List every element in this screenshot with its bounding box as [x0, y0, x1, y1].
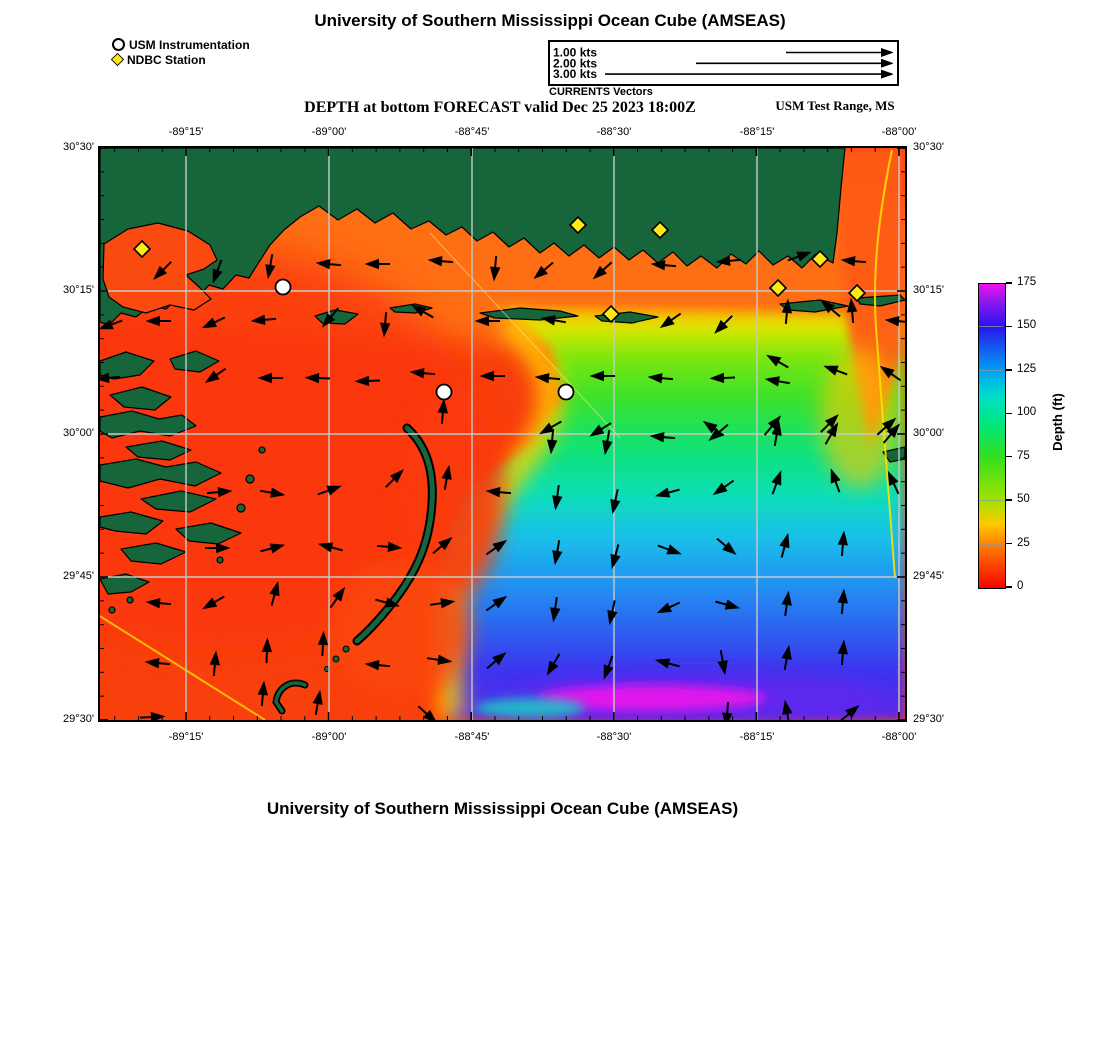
colorbar-tick [1006, 369, 1012, 371]
x-tick-label-bottom: -89°00' [311, 731, 347, 743]
y-tick-label-left: 30°00' [63, 427, 94, 439]
colorbar-gridline [979, 413, 1003, 414]
usm-station-marker [437, 385, 452, 400]
colorbar-tick [1006, 413, 1012, 415]
colorbar-tick-label: 75 [1017, 449, 1030, 462]
colorbar-tick [1006, 543, 1012, 545]
page-title-bottom: University of Southern Mississippi Ocean Cube (AMSEAS) [266, 799, 739, 818]
y-tick-label-left: 30°30' [63, 141, 94, 153]
y-tick-label-right: 30°15' [913, 284, 944, 296]
x-tick-label-bottom: -88°00' [881, 731, 917, 743]
x-tick-label-top: -88°30' [596, 126, 632, 138]
colorbar-gridline [979, 457, 1003, 458]
currents-scale-label: 3.00 kts [553, 67, 598, 82]
colorbar-gridline [979, 500, 1003, 501]
forecast-subtitle: DEPTH at bottom FORECAST valid Dec 25 2023 18:00Z [304, 99, 696, 116]
x-tick-label-top: -89°15' [168, 126, 204, 138]
page-title-top: University of Southern Mississippi Ocean Cube (AMSEAS) [314, 11, 786, 30]
region-label: USM Test Range, MS [775, 98, 895, 113]
currents-vector-scale [550, 42, 893, 84]
ndbc-diamond-icon [111, 53, 124, 66]
map-plot-area [98, 146, 907, 722]
colorbar-tick-label: 25 [1017, 536, 1030, 549]
colorbar-tick [1006, 282, 1012, 284]
usm-station-marker [559, 385, 574, 400]
x-tick-label-top: -88°00' [881, 126, 917, 138]
colorbar-tick-label: 0 [1017, 580, 1024, 592]
y-tick-label-right: 29°30' [913, 713, 944, 725]
currents-scale-label: 2.00 kts [553, 56, 598, 71]
colorbar-tick [1006, 456, 1012, 458]
colorbar-tick-label: 100 [1017, 406, 1037, 419]
colorbar-gridline [979, 326, 1003, 327]
colorbar-tick-label: 175 [1017, 276, 1037, 288]
x-tick-label-top: -88°45' [454, 126, 490, 138]
y-tick-label-right: 30°00' [913, 427, 944, 439]
y-tick-label-left: 29°30' [63, 713, 94, 725]
y-tick-label-right: 30°30' [913, 141, 944, 153]
colorbar-tick-label: 150 [1017, 319, 1037, 332]
x-tick-label-top: -89°00' [311, 126, 347, 138]
usm-station-marker [276, 280, 291, 295]
legend-ndbc-label: NDBC Station [127, 52, 206, 67]
colorbar-title: Depth (ft) [1050, 393, 1065, 451]
currents-scale-label: 1.00 kts [553, 45, 598, 60]
colorbar-tick [1006, 586, 1012, 588]
x-tick-label-bottom: -88°15' [739, 731, 775, 743]
x-tick-label-top: -88°15' [739, 126, 775, 138]
x-tick-label-bottom: -89°15' [168, 731, 204, 743]
colorbar-tick [1006, 326, 1012, 328]
x-tick-label-bottom: -88°30' [596, 731, 632, 743]
colorbar-gridline [979, 544, 1003, 545]
legend-usm-label: USM Instrumentation [129, 37, 250, 52]
legend-row-ndbc [112, 52, 250, 67]
station-legend [112, 37, 250, 67]
colorbar-tick [1006, 499, 1012, 501]
colorbar-tick-label: 50 [1017, 493, 1030, 506]
colorbar-gridline [979, 370, 1003, 371]
x-tick-label-bottom: -88°45' [454, 731, 490, 743]
legend-row-usm [112, 37, 250, 52]
depth-map [100, 148, 905, 720]
colorbar-tick-label: 125 [1017, 362, 1037, 375]
y-tick-label-left: 29°45' [63, 570, 94, 582]
currents-vector-legend [548, 40, 899, 86]
currents-caption: CURRENTS Vectors [549, 86, 653, 98]
y-tick-label-right: 29°45' [913, 570, 944, 582]
y-tick-label-left: 30°15' [63, 284, 94, 296]
usm-circle-icon [112, 38, 125, 51]
